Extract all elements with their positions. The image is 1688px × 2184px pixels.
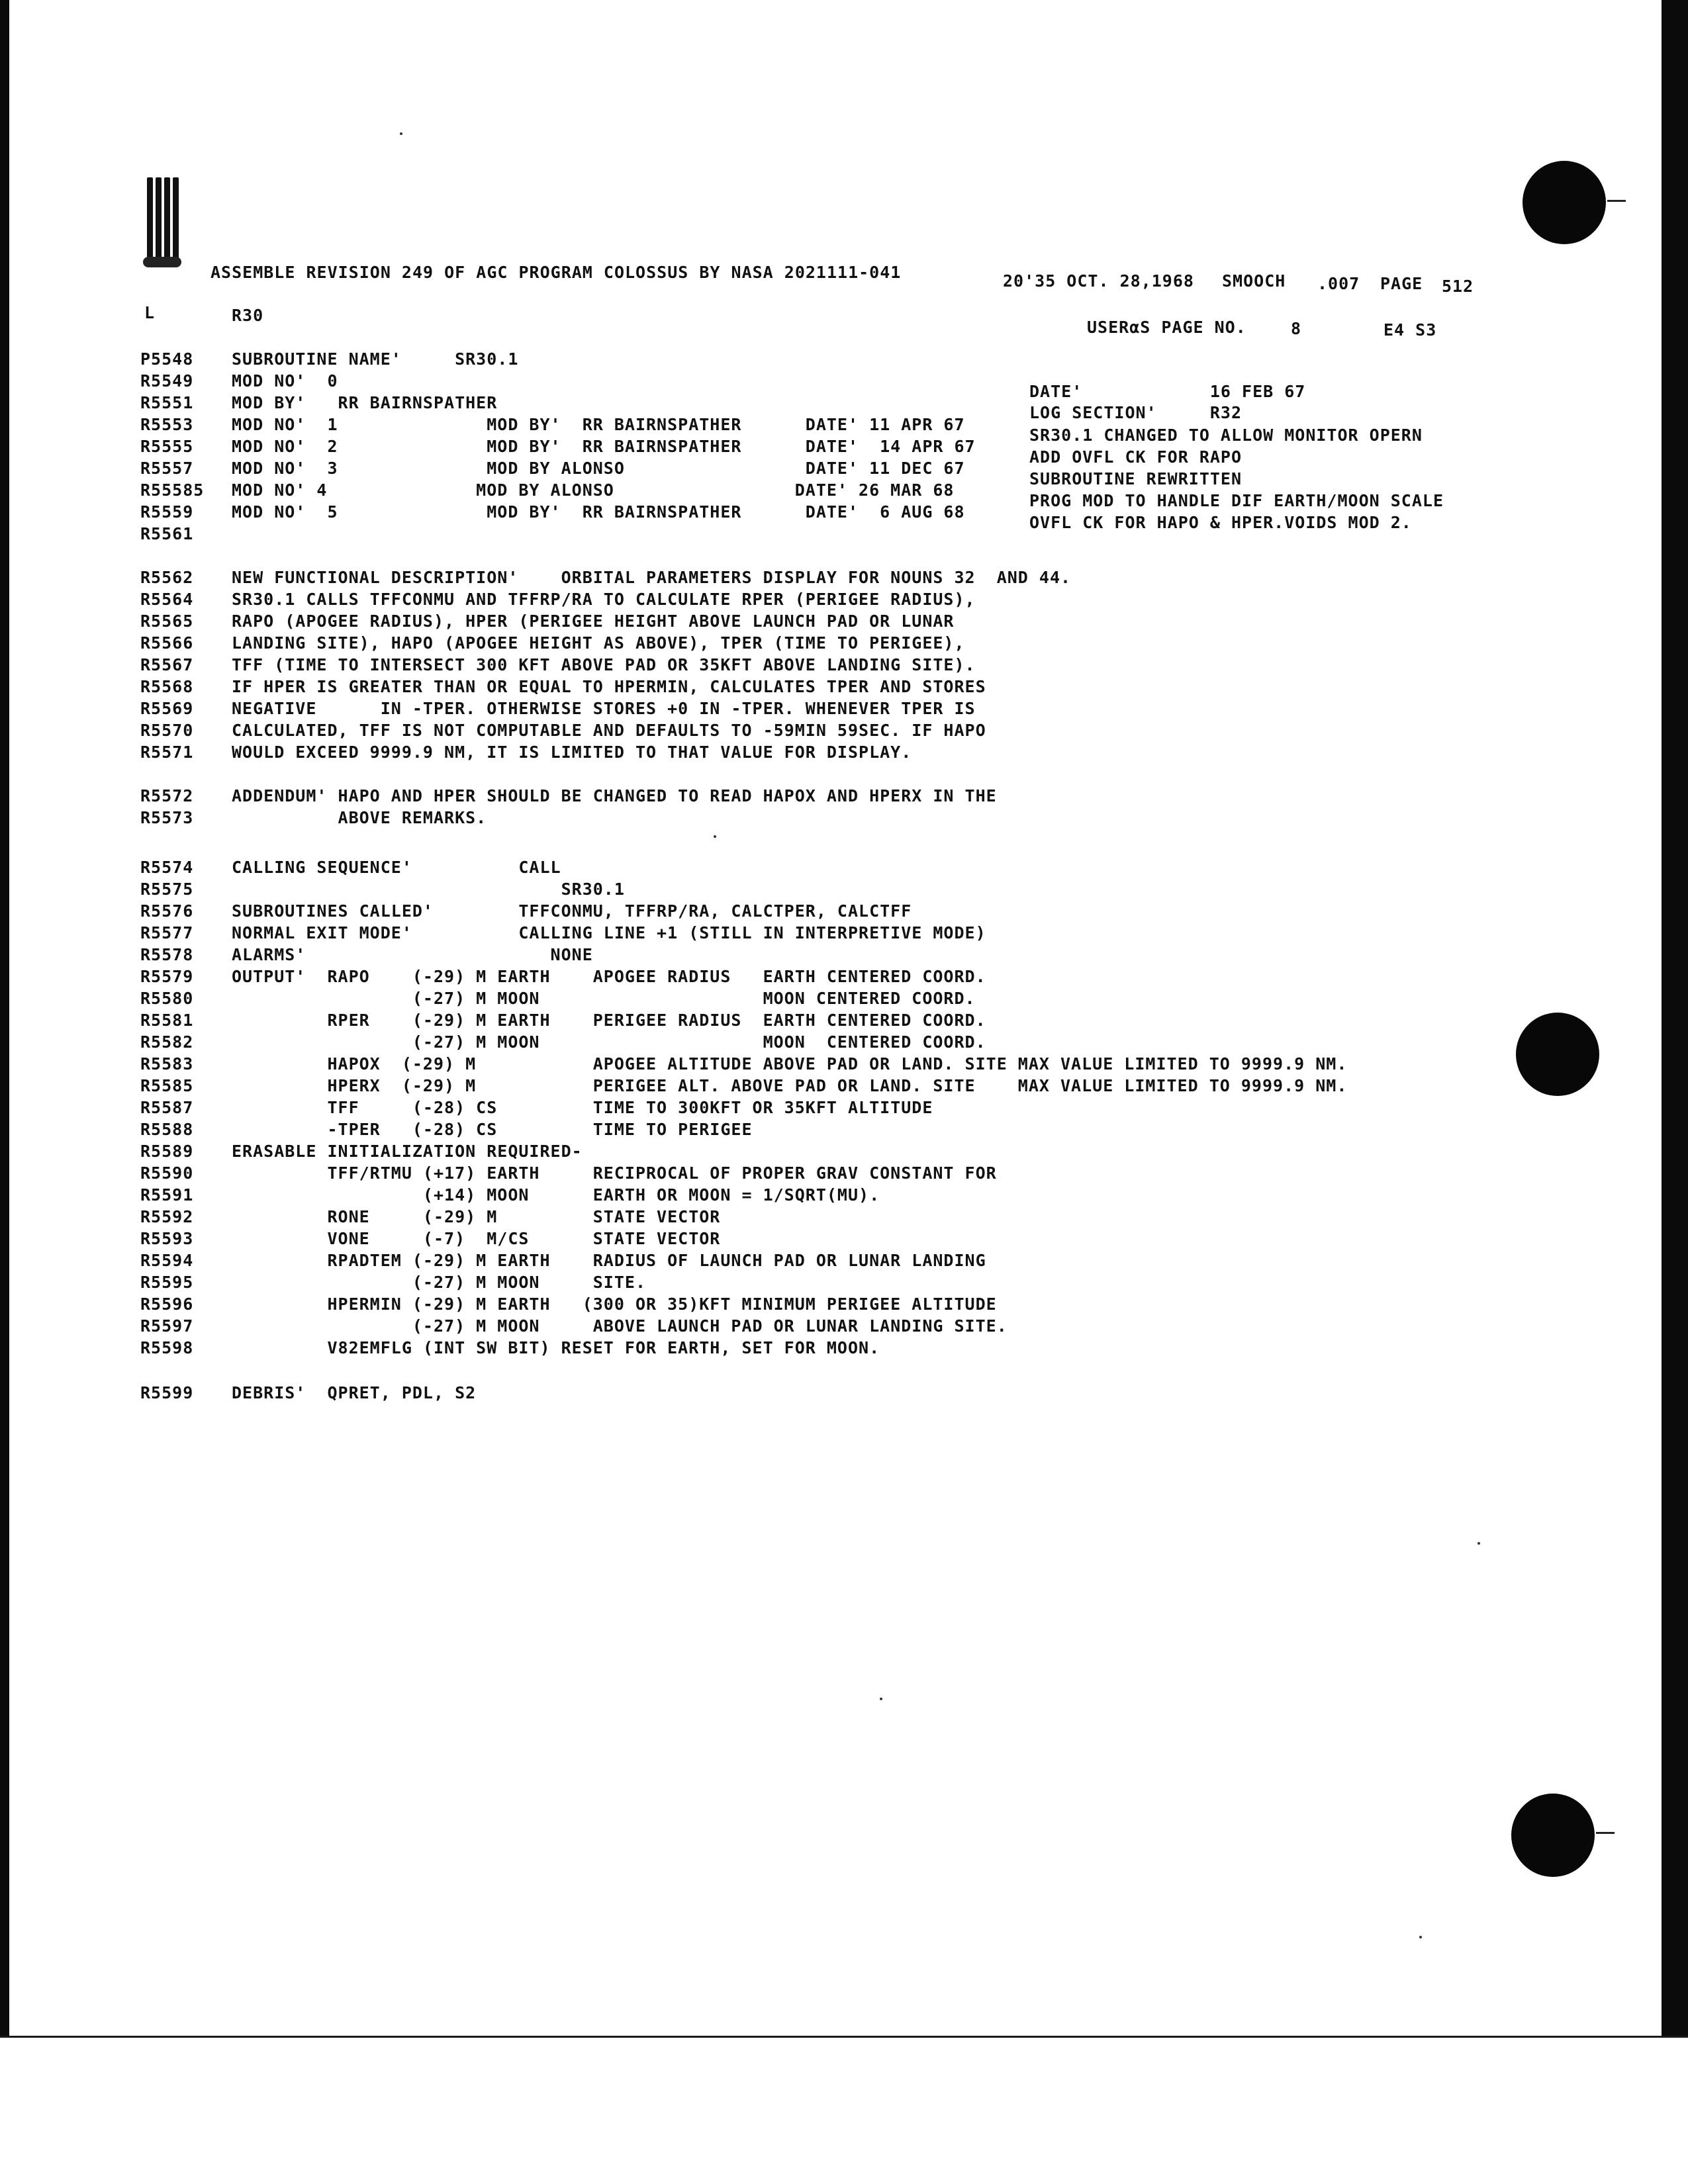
line-text: RAPO (APOGEE RADIUS), HPER (PERIGEE HEIGHT ABOVE LAUNCH PAD OR LUNAR <box>232 612 955 631</box>
line-number: R5590 <box>140 1163 194 1183</box>
users-page-label: USER⍺S PAGE NO. <box>1087 318 1246 337</box>
line-text: SR30.1 CALLS TFFCONMU AND TFFRP/RA TO CALCULATE RPER (PERIGEE RADIUS), <box>232 590 976 609</box>
line-text: (-27) M MOON ABOVE LAUNCH PAD OR LUNAR LANDING SITE. <box>232 1316 1008 1336</box>
line-number: R5571 <box>140 743 194 762</box>
line-number: R5575 <box>140 880 194 899</box>
line-text: IF HPER IS GREATER THAN OR EQUAL TO HPERMIN, CALCULATES TPER AND STORES <box>232 677 986 696</box>
line-number: R5576 <box>140 901 194 921</box>
line-text: MOD NO' 3 MOD BY ALONSO DATE' 11 DEC 67 <box>232 459 965 478</box>
line-number: R5580 <box>140 989 194 1008</box>
hole-tick-bottom <box>1596 1832 1615 1834</box>
line-number: R55585 <box>140 480 205 500</box>
line-number: R5597 <box>140 1316 194 1336</box>
line-number: R5593 <box>140 1229 194 1248</box>
line-text: TFF/RTMU (+17) EARTH RECIPROCAL OF PROPER GRAV CONSTANT FOR <box>232 1163 997 1183</box>
line-text: MOD NO' 2 MOD BY' RR BAIRNSPATHER DATE' 14 APR 67 <box>232 437 976 456</box>
line-number: R5583 <box>140 1054 194 1073</box>
line-text: DEBRIS' QPRET, PDL, S2 <box>232 1383 477 1402</box>
line-number: R5589 <box>140 1142 194 1161</box>
line-text: RPER (-29) M EARTH PERIGEE RADIUS EARTH CENTERED COORD. <box>232 1011 986 1030</box>
line-text: MOD NO' 4 MOD BY ALONSO DATE' 26 MAR 68 <box>232 480 955 500</box>
line-text: HPERX (-29) M PERIGEE ALT. ABOVE PAD OR LAND. SITE MAX VALUE LIMITED TO 9999.9 NM. <box>232 1076 1348 1095</box>
scan-left-edge <box>0 0 9 2037</box>
section-code: E4 S3 <box>1383 320 1437 340</box>
line-text: NORMAL EXIT MODE' CALLING LINE +1 (STILL IN INTERPRETIVE MODE) <box>232 923 986 942</box>
line-number: R5587 <box>140 1098 194 1117</box>
log-line: PROG MOD TO HANDLE DIF EARTH/MOON SCALE <box>1029 491 1444 510</box>
line-number: R5549 <box>140 371 194 390</box>
line-number: R5588 <box>140 1120 194 1139</box>
line-text: HAPOX (-29) M APOGEE ALTITUDE ABOVE PAD OR LAND. SITE MAX VALUE LIMITED TO 9999.9 NM. <box>232 1054 1348 1073</box>
line-number: R5596 <box>140 1295 194 1314</box>
listing-title: ASSEMBLE REVISION 249 OF AGC PROGRAM COLOSSUS BY NASA 2021111-041 <box>211 263 902 282</box>
scan-right-edge <box>1662 0 1688 2037</box>
line-text: (+14) MOON EARTH OR MOON = 1/SQRT(MU). <box>232 1185 880 1205</box>
line-number: R5570 <box>140 721 194 740</box>
line-text: LANDING SITE), HAPO (APOGEE HEIGHT AS ABOVE), TPER (TIME TO PERIGEE), <box>232 633 965 653</box>
line-text: MOD NO' 1 MOD BY' RR BAIRNSPATHER DATE' 11 APR 67 <box>232 415 965 434</box>
line-number: R5574 <box>140 858 194 877</box>
page-label: PAGE <box>1380 274 1423 293</box>
users-page-number: 8 <box>1291 319 1302 338</box>
line-text: ALARMS' NONE <box>232 945 593 964</box>
line-number: R5553 <box>140 415 194 434</box>
line-number: R5581 <box>140 1011 194 1030</box>
scan-speck <box>400 132 402 135</box>
line-text: SUBROUTINE NAME' SR30.1 <box>232 349 519 369</box>
scan-bottom-edge <box>0 2036 1688 2038</box>
line-number: R5599 <box>140 1383 194 1402</box>
line-number: R5585 <box>140 1076 194 1095</box>
log-line: ADD OVFL CK FOR RAPO <box>1029 447 1243 467</box>
scan-speck <box>880 1698 882 1700</box>
log-line: SR30.1 CHANGED TO ALLOW MONITOR OPERN <box>1029 426 1423 445</box>
line-text: CALCULATED, TFF IS NOT COMPUTABLE AND DEFAULTS TO -59MIN 59SEC. IF HAPO <box>232 721 986 740</box>
binder-hole-bottom <box>1511 1794 1595 1877</box>
line-number: R5595 <box>140 1273 194 1292</box>
line-text: NEGATIVE IN -TPER. OTHERWISE STORES +0 IN -TPER. WHENEVER TPER IS <box>232 699 976 718</box>
listing-version: .007 <box>1317 274 1360 293</box>
line-number: R5559 <box>140 502 194 522</box>
line-text: SR30.1 <box>232 880 625 899</box>
line-number: R5573 <box>140 808 194 827</box>
line-number: R5551 <box>140 393 194 412</box>
line-text: TFF (TIME TO INTERSECT 300 KFT ABOVE PAD OR 35KFT ABOVE LANDING SITE). <box>232 655 976 674</box>
line-text: WOULD EXCEED 9999.9 NM, IT IS LIMITED TO THAT VALUE FOR DISPLAY. <box>232 743 912 762</box>
line-text: RPADTEM (-29) M EARTH RADIUS OF LAUNCH PAD OR LUNAR LANDING <box>232 1251 986 1270</box>
line-text: (-27) M MOON MOON CENTERED COORD. <box>232 1032 986 1052</box>
page-number: 512 <box>1442 277 1474 296</box>
log-line: DATE' 16 FEB 67 <box>1029 382 1306 401</box>
hole-tick-top <box>1607 200 1626 202</box>
line-text: TFF (-28) CS TIME TO 300KFT OR 35KFT ALTITUDE <box>232 1098 933 1117</box>
line-text: OUTPUT' RAPO (-29) M EARTH APOGEE RADIUS EARTH CENTERED COORD. <box>232 967 986 986</box>
listing-user: SMOOCH <box>1222 271 1286 291</box>
line-text: NEW FUNCTIONAL DESCRIPTION' ORBITAL PARAMETERS DISPLAY FOR NOUNS 32 AND 44. <box>232 568 1072 587</box>
line-text: MOD NO' 0 <box>232 371 338 390</box>
clip-mark-icon <box>147 177 187 270</box>
line-number: R5557 <box>140 459 194 478</box>
line-number: R5594 <box>140 1251 194 1270</box>
scan-speck <box>714 835 716 838</box>
line-text: CALLING SEQUENCE' CALL <box>232 858 561 877</box>
line-number: R5577 <box>140 923 194 942</box>
left-mark: L <box>144 303 156 322</box>
line-number: R5562 <box>140 568 194 587</box>
line-text: SUBROUTINES CALLED' TFFCONMU, TFFRP/RA, CALCTPER, CALCTFF <box>232 901 912 921</box>
line-text: ADDENDUM' HAPO AND HPER SHOULD BE CHANGED TO READ HAPOX AND HPERX IN THE <box>232 786 997 805</box>
line-number: R5591 <box>140 1185 194 1205</box>
line-text: V82EMFLG (INT SW BIT) RESET FOR EARTH, SET FOR MOON. <box>232 1338 880 1357</box>
line-number: R5582 <box>140 1032 194 1052</box>
line-text: (-27) M MOON MOON CENTERED COORD. <box>232 989 976 1008</box>
line-text: HPERMIN (-29) M EARTH (300 OR 35)KFT MINIMUM PERIGEE ALTITUDE <box>232 1295 997 1314</box>
scan-speck <box>1419 1936 1422 1938</box>
line-number: R5568 <box>140 677 194 696</box>
line-text: RONE (-29) M STATE VECTOR <box>232 1207 721 1226</box>
line-number: R5566 <box>140 633 194 653</box>
line-text: -TPER (-28) CS TIME TO PERIGEE <box>232 1120 753 1139</box>
line-number: R5579 <box>140 967 194 986</box>
scan-speck <box>1477 1542 1480 1545</box>
line-text: ERASABLE INITIALIZATION REQUIRED- <box>232 1142 583 1161</box>
line-number: R5578 <box>140 945 194 964</box>
line-number: R5561 <box>140 524 194 543</box>
line-text: MOD NO' 5 MOD BY' RR BAIRNSPATHER DATE' 6 AUG 68 <box>232 502 965 522</box>
log-line: LOG SECTION' R32 <box>1029 403 1243 422</box>
listing-timestamp: 20'35 OCT. 28,1968 <box>1003 271 1194 291</box>
log-line: SUBROUTINE REWRITTEN <box>1029 469 1243 488</box>
line-number: R5572 <box>140 786 194 805</box>
line-number: R5569 <box>140 699 194 718</box>
line-text: ABOVE REMARKS. <box>232 808 487 827</box>
binder-hole-top <box>1523 161 1606 244</box>
line-text: (-27) M MOON SITE. <box>232 1273 646 1292</box>
line-number: R5565 <box>140 612 194 631</box>
module-name: R30 <box>232 306 264 325</box>
line-number: R5564 <box>140 590 194 609</box>
binder-hole-middle <box>1516 1013 1599 1096</box>
log-line: OVFL CK FOR HAPO & HPER.VOIDS MOD 2. <box>1029 513 1412 532</box>
line-number: R5555 <box>140 437 194 456</box>
line-text: VONE (-7) M/CS STATE VECTOR <box>232 1229 721 1248</box>
line-number: R5567 <box>140 655 194 674</box>
line-number: R5592 <box>140 1207 194 1226</box>
line-number: P5548 <box>140 349 194 369</box>
line-text: MOD BY' RR BAIRNSPATHER <box>232 393 498 412</box>
line-number: R5598 <box>140 1338 194 1357</box>
